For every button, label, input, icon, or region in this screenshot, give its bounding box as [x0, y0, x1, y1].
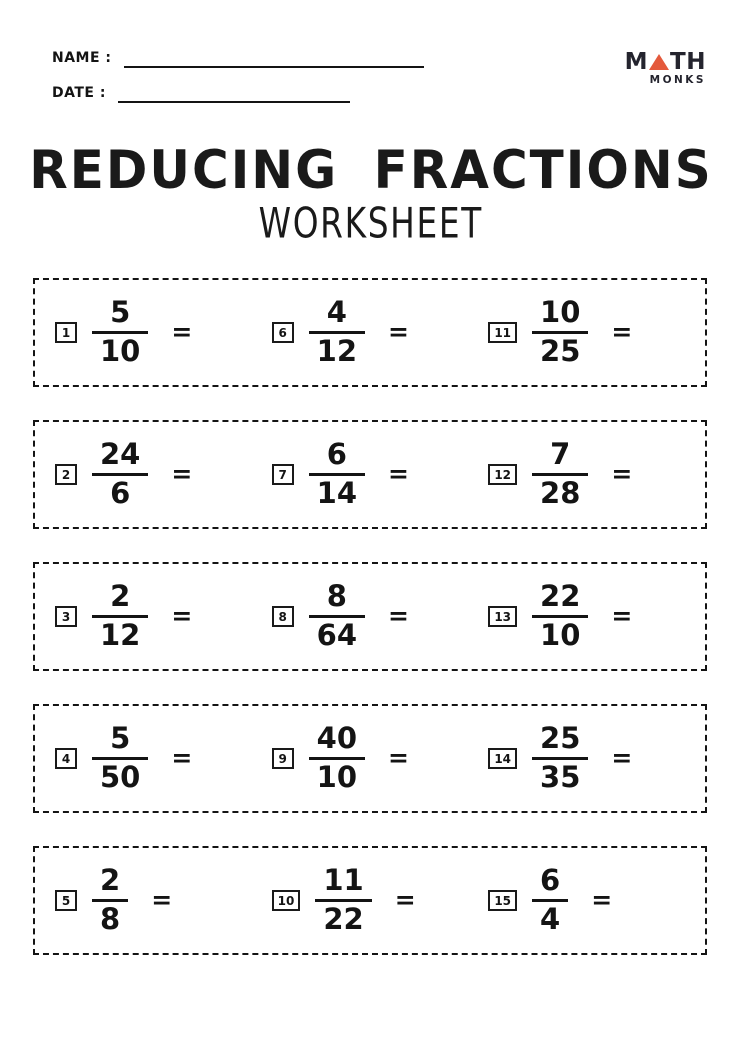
fraction — [92, 295, 148, 368]
problem-number-badge: 11 — [488, 322, 517, 343]
equals-sign: = — [611, 459, 633, 488]
fraction-numerator: 6 — [540, 863, 561, 898]
fraction-denominator: 10 — [540, 618, 581, 652]
equals-sign: = — [171, 459, 193, 488]
problem-number-badge: 7 — [272, 464, 294, 485]
fraction — [92, 721, 148, 794]
problem-number-badge: 13 — [488, 606, 517, 627]
problem-number-badge: 1 — [55, 322, 77, 343]
math-monks-logo — [625, 48, 706, 86]
fraction-denominator: 4 — [540, 902, 561, 936]
fraction — [309, 579, 365, 652]
fraction-denominator: 8 — [100, 902, 121, 936]
problem-number-badge: 14 — [488, 748, 517, 769]
equals-sign: = — [388, 743, 409, 772]
equals-sign: = — [611, 601, 633, 630]
problem-2 — [55, 437, 272, 510]
equals-sign: = — [388, 459, 409, 488]
fraction-denominator: 25 — [540, 334, 581, 368]
problem-number-badge: 3 — [55, 606, 77, 627]
problem-6 — [272, 295, 489, 368]
fraction-numerator: 24 — [100, 437, 141, 472]
fraction-numerator: 7 — [550, 437, 571, 472]
fraction-denominator: 12 — [316, 334, 358, 368]
title-block — [0, 140, 742, 248]
equals-sign: = — [394, 885, 416, 914]
fraction — [92, 863, 128, 936]
fraction — [309, 437, 365, 510]
fraction-denominator: 28 — [540, 476, 581, 510]
fraction-numerator: 5 — [110, 295, 131, 330]
problem-number-badge: 6 — [272, 322, 294, 343]
logo-subtitle: MONKS — [649, 74, 706, 86]
fraction-numerator: 11 — [323, 863, 364, 898]
page-title: REDUCING FRACTIONS — [29, 139, 713, 201]
problem-12 — [488, 437, 705, 510]
name-field-row — [52, 48, 424, 68]
fraction — [92, 437, 148, 510]
page-header — [0, 0, 742, 118]
name-answer-line — [124, 48, 424, 68]
problem-row-2 — [33, 420, 707, 529]
problem-13 — [488, 579, 705, 652]
problem-number-badge: 2 — [55, 464, 77, 485]
equals-sign: = — [591, 885, 613, 914]
problem-number-badge: 10 — [272, 890, 301, 911]
page-subtitle: WORKSHEET — [258, 199, 484, 249]
problem-row-4 — [33, 704, 707, 813]
equals-sign: = — [388, 601, 409, 630]
problem-row-3 — [33, 562, 707, 671]
problem-number-badge: 5 — [55, 890, 77, 911]
problems-container — [33, 278, 707, 955]
problem-15 — [488, 863, 705, 936]
equals-sign: = — [611, 317, 633, 346]
student-fields — [52, 48, 424, 118]
fraction-numerator: 8 — [326, 579, 347, 614]
fraction-numerator: 10 — [540, 295, 581, 330]
fraction-numerator: 2 — [110, 579, 131, 614]
fraction — [315, 863, 371, 936]
fraction-denominator: 6 — [110, 476, 131, 510]
fraction — [532, 863, 568, 936]
problem-4 — [55, 721, 272, 794]
fraction-denominator: 12 — [100, 618, 141, 652]
fraction-denominator: 35 — [540, 760, 581, 794]
equals-sign: = — [611, 743, 633, 772]
fraction — [532, 295, 588, 368]
fraction — [309, 295, 365, 368]
date-answer-line — [118, 83, 350, 103]
problem-row-5 — [33, 846, 707, 955]
problem-number-badge: 4 — [55, 748, 77, 769]
date-field-row — [52, 83, 424, 103]
fraction-denominator: 10 — [100, 334, 141, 368]
problem-number-badge: 12 — [488, 464, 517, 485]
fraction-numerator: 4 — [326, 295, 347, 330]
fraction — [532, 437, 588, 510]
fraction — [309, 721, 365, 794]
equals-sign: = — [151, 885, 173, 914]
fraction-denominator: 14 — [316, 476, 358, 510]
problem-11 — [488, 295, 705, 368]
fraction-denominator: 10 — [316, 760, 358, 794]
logo-letter-m: M — [624, 49, 649, 75]
logo-letters-th: TH — [670, 49, 706, 75]
problem-3 — [55, 579, 272, 652]
name-label: NAME : — [52, 50, 112, 66]
problem-8 — [272, 579, 489, 652]
equals-sign: = — [388, 317, 409, 346]
problem-14 — [488, 721, 705, 794]
fraction-numerator: 2 — [100, 863, 121, 898]
problem-10 — [272, 863, 489, 936]
fraction — [92, 579, 148, 652]
problem-number-badge: 9 — [272, 748, 294, 769]
problem-row-1 — [33, 278, 707, 387]
problem-number-badge: 15 — [488, 890, 517, 911]
equals-sign: = — [171, 601, 193, 630]
equals-sign: = — [171, 743, 193, 772]
problem-1 — [55, 295, 272, 368]
fraction-numerator: 40 — [316, 721, 358, 756]
problem-7 — [272, 437, 489, 510]
fraction-denominator: 64 — [316, 618, 358, 652]
problem-9 — [272, 721, 489, 794]
fraction-numerator: 6 — [326, 437, 347, 472]
fraction-numerator: 22 — [540, 579, 581, 614]
date-label: DATE : — [52, 85, 106, 101]
problem-5 — [55, 863, 272, 936]
fraction-denominator: 50 — [100, 760, 141, 794]
fraction — [532, 579, 588, 652]
fraction-numerator: 5 — [110, 721, 131, 756]
fraction — [532, 721, 588, 794]
fraction-denominator: 22 — [323, 902, 364, 936]
problem-number-badge: 8 — [272, 606, 294, 627]
fraction-numerator: 25 — [540, 721, 581, 756]
equals-sign: = — [171, 317, 193, 346]
triangle-icon — [649, 54, 669, 70]
logo-wordmark — [625, 50, 706, 74]
